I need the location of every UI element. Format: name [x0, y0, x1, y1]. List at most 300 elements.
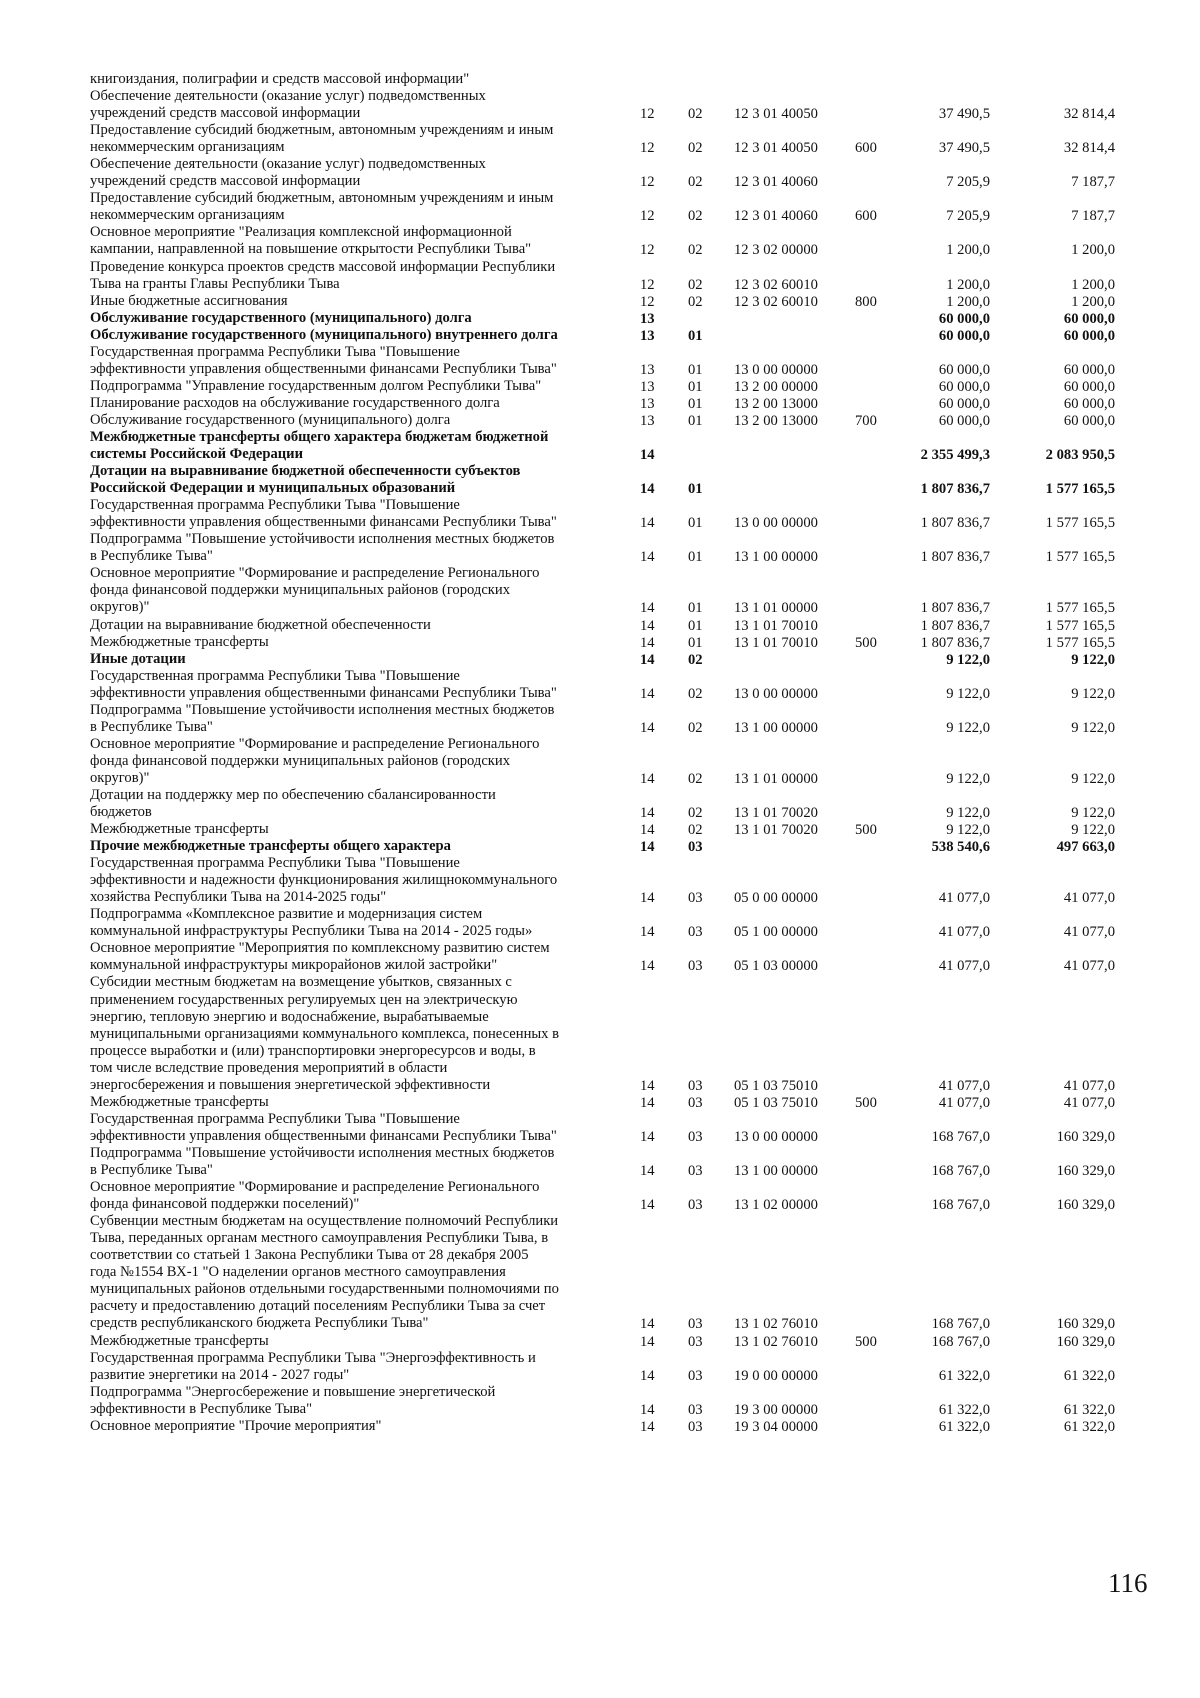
amount-year-1: 41 077,0 — [938, 958, 990, 975]
row-description — [90, 122, 620, 156]
table-row — [0, 1094, 1200, 1111]
target-article-code: 12 3 01 40050 — [734, 106, 818, 123]
row-description-line: Основное мероприятие "Мероприятия по комплексному развитию систем — [90, 940, 550, 957]
amount-year-2: 160 329,0 — [1056, 1163, 1115, 1180]
subsection-code: 01 — [688, 549, 703, 566]
subsection-code: 02 — [688, 770, 703, 787]
row-description — [90, 1111, 620, 1145]
subsection-code: 03 — [688, 1163, 703, 1180]
subsection-code: 03 — [688, 924, 703, 941]
section-code: 14 — [640, 1094, 655, 1111]
amount-year-1: 168 767,0 — [931, 1163, 990, 1180]
amount-year-1: 538 540,6 — [931, 839, 990, 856]
amount-year-2: 60 000,0 — [1063, 361, 1115, 378]
row-description — [90, 651, 620, 668]
amount-year-1: 41 077,0 — [938, 924, 990, 941]
target-article-code: 05 1 03 75010 — [734, 1094, 818, 1111]
subsection-code: 02 — [688, 242, 703, 259]
row-description — [90, 1145, 620, 1179]
row-description — [90, 974, 620, 1093]
section-code: 14 — [640, 549, 655, 566]
row-description — [90, 787, 620, 821]
amount-year-2: 1 200,0 — [1071, 293, 1115, 310]
row-description — [90, 412, 620, 429]
amount-year-1: 1 807 836,7 — [920, 634, 990, 651]
row-description-line: эффективности управления общественными финансами Республики Тыва" — [90, 360, 557, 377]
section-code: 14 — [640, 1333, 655, 1350]
subsection-code: 03 — [688, 1367, 703, 1384]
target-article-code: 13 0 00 00000 — [734, 1128, 818, 1145]
section-code: 14 — [640, 770, 655, 787]
table-row — [0, 651, 1200, 668]
subsection-code: 02 — [688, 174, 703, 191]
row-description-line: расчету и предоставлению дотаций поселениям Республики Тыва за счет — [90, 1298, 546, 1315]
section-code: 12 — [640, 293, 655, 310]
row-description — [90, 736, 620, 787]
section-code: 14 — [640, 481, 655, 498]
target-article-code: 13 1 01 00000 — [734, 600, 818, 617]
row-description-line: книгоиздания, полиграфии и средств массовой информации" — [90, 71, 470, 87]
amount-year-1: 1 200,0 — [946, 276, 990, 293]
amount-year-1: 37 490,5 — [938, 140, 990, 157]
subsection-code: 01 — [688, 361, 703, 378]
amount-year-2: 1 577 165,5 — [1045, 549, 1115, 566]
table-row — [0, 190, 1200, 224]
subsection-code: 02 — [688, 822, 703, 839]
row-description-line: Подпрограмма "Повышение устойчивости исполнения местных бюджетов — [90, 701, 555, 718]
target-article-code: 13 0 00 00000 — [734, 515, 818, 532]
row-description-line: некоммерческим организациям — [90, 207, 285, 224]
row-description-line: соответствии со статьей 1 Закона Республики Тыва от 28 декабря 2005 — [90, 1247, 529, 1264]
row-description-line: средств республиканского бюджета Республики Тыва" — [90, 1315, 429, 1332]
subsection-code: 03 — [688, 1077, 703, 1094]
table-row — [0, 259, 1200, 293]
section-code: 12 — [640, 208, 655, 225]
subsection-code: 01 — [688, 481, 703, 498]
page-number: 116 — [1108, 1568, 1148, 1598]
section-code: 14 — [640, 447, 655, 464]
amount-year-2: 60 000,0 — [1063, 378, 1115, 395]
section-code: 14 — [640, 1197, 655, 1214]
row-description-line: Прочие межбюджетные трансферты общего характера — [90, 838, 451, 855]
row-description-line: Обеспечение деятельности (оказание услуг) подведомственных — [90, 88, 486, 105]
row-description — [90, 702, 620, 736]
section-code: 14 — [640, 1316, 655, 1333]
row-description-line: Государственная программа Республики Тыва "Энергоэффективность и — [90, 1349, 536, 1366]
section-code: 14 — [640, 600, 655, 617]
row-description — [90, 1418, 620, 1435]
row-description-line: муниципальных районов отдельными государственными полномочиями по — [90, 1281, 559, 1298]
row-description — [90, 1179, 620, 1213]
row-description-line: Межбюджетные трансферты — [90, 821, 269, 838]
amount-year-1: 1 807 836,7 — [920, 481, 990, 498]
row-description-line: Обслуживание государственного (муниципального) внутреннего долга — [90, 326, 558, 343]
row-description — [90, 634, 620, 651]
row-description-line: учреждений средств массовой информации — [90, 105, 361, 122]
subsection-code: 03 — [688, 1401, 703, 1418]
row-description — [90, 395, 620, 412]
target-article-code: 05 1 03 75010 — [734, 1077, 818, 1094]
row-description-line: Государственная программа Республики Тыва "Повышение — [90, 667, 460, 684]
section-code: 14 — [640, 1367, 655, 1384]
target-article-code: 05 1 03 00000 — [734, 958, 818, 975]
row-description-line: коммунальной инфраструктуры микрорайонов жилой застройки" — [90, 957, 498, 974]
amount-year-1: 7 205,9 — [946, 208, 990, 225]
section-code: 14 — [640, 634, 655, 651]
section-code: 14 — [640, 839, 655, 856]
amount-year-1: 168 767,0 — [931, 1316, 990, 1333]
table-row — [0, 344, 1200, 378]
amount-year-1: 2 355 499,3 — [920, 447, 990, 464]
amount-year-2: 9 122,0 — [1071, 770, 1115, 787]
table-row — [0, 1145, 1200, 1179]
section-code: 14 — [640, 890, 655, 907]
amount-year-1: 1 200,0 — [946, 242, 990, 259]
row-description-line: энергосбережения и повышения энергетической эффективности — [90, 1076, 491, 1093]
amount-year-2: 9 122,0 — [1071, 685, 1115, 702]
amount-year-1: 41 077,0 — [938, 1077, 990, 1094]
target-article-code: 12 3 01 40060 — [734, 174, 818, 191]
row-description-line: Государственная программа Республики Тыва "Повышение — [90, 855, 460, 872]
subsection-code: 03 — [688, 1128, 703, 1145]
row-description-line: Тыва на гранты Главы Республики Тыва — [90, 275, 340, 292]
row-description — [90, 378, 620, 395]
section-code: 14 — [640, 822, 655, 839]
subsection-code: 02 — [688, 805, 703, 822]
subsection-code: 03 — [688, 958, 703, 975]
amount-year-2: 7 187,7 — [1071, 208, 1115, 225]
expense-type-code: 600 — [855, 208, 877, 225]
row-description — [90, 855, 620, 906]
amount-year-1: 60 000,0 — [938, 310, 990, 327]
row-description-line: Межбюджетные трансферты — [90, 633, 269, 650]
expense-type-code: 800 — [855, 293, 877, 310]
target-article-code: 13 2 00 00000 — [734, 378, 818, 395]
row-description — [90, 1350, 620, 1384]
table-row — [0, 310, 1200, 327]
subsection-code: 01 — [688, 515, 703, 532]
amount-year-1: 1 807 836,7 — [920, 600, 990, 617]
row-description-line: фонда финансовой поддержки муниципальных районов (городских — [90, 582, 511, 599]
row-description-line: Обслуживание государственного (муниципального) долга — [90, 411, 451, 428]
row-description — [90, 463, 620, 497]
row-description — [90, 327, 620, 344]
target-article-code: 12 3 02 60010 — [734, 293, 818, 310]
expense-type-code: 500 — [855, 1094, 877, 1111]
table-row — [0, 395, 1200, 412]
row-description-line: Основное мероприятие "Реализация комплексной информационной — [90, 224, 512, 241]
amount-year-1: 9 122,0 — [946, 719, 990, 736]
row-description-line: эффективности в Республике Тыва" — [90, 1400, 313, 1417]
row-description — [90, 190, 620, 224]
row-description-line: Межбюджетные трансферты — [90, 1093, 269, 1110]
target-article-code: 13 2 00 13000 — [734, 395, 818, 412]
subsection-code: 02 — [688, 106, 703, 123]
subsection-code: 02 — [688, 140, 703, 157]
row-description — [90, 224, 620, 258]
row-description — [90, 259, 620, 293]
target-article-code: 13 1 02 00000 — [734, 1197, 818, 1214]
amount-year-1: 60 000,0 — [938, 412, 990, 429]
table-row — [0, 565, 1200, 616]
table-row — [0, 1213, 1200, 1332]
amount-year-2: 160 329,0 — [1056, 1197, 1115, 1214]
table-row — [0, 531, 1200, 565]
section-code: 13 — [640, 361, 655, 378]
subsection-code: 02 — [688, 719, 703, 736]
subsection-code: 01 — [688, 395, 703, 412]
section-code: 12 — [640, 242, 655, 259]
row-description — [90, 906, 620, 940]
target-article-code: 13 2 00 13000 — [734, 412, 818, 429]
table-row — [0, 1111, 1200, 1145]
amount-year-1: 9 122,0 — [946, 822, 990, 839]
target-article-code: 19 3 00 00000 — [734, 1401, 818, 1418]
row-description-line: коммунальной инфраструктуры Республики Тыва на 2014 - 2025 годы» — [90, 923, 533, 940]
section-code: 14 — [640, 924, 655, 941]
section-code: 13 — [640, 378, 655, 395]
amount-year-1: 1 807 836,7 — [920, 515, 990, 532]
row-description-line: Подпрограмма "Повышение устойчивости исполнения местных бюджетов — [90, 531, 555, 548]
amount-year-2: 41 077,0 — [1063, 1077, 1115, 1094]
subsection-code: 02 — [688, 276, 703, 293]
subsection-code: 01 — [688, 378, 703, 395]
table-row — [0, 1179, 1200, 1213]
row-description-line: фонда финансовой поддержки муниципальных районов (городских — [90, 752, 511, 769]
amount-year-2: 60 000,0 — [1063, 327, 1115, 344]
section-code: 13 — [640, 412, 655, 429]
table-row — [0, 1418, 1200, 1435]
row-description — [90, 310, 620, 327]
amount-year-2: 9 122,0 — [1071, 805, 1115, 822]
amount-year-2: 160 329,0 — [1056, 1333, 1115, 1350]
amount-year-2: 9 122,0 — [1071, 719, 1115, 736]
target-article-code: 13 1 00 00000 — [734, 719, 818, 736]
table-row — [0, 617, 1200, 634]
row-description — [90, 940, 620, 974]
row-description-line: Субвенции местным бюджетам на осуществление полномочий Республики — [90, 1213, 559, 1230]
amount-year-1: 61 322,0 — [938, 1418, 990, 1435]
row-description-line: Субсидии местным бюджетам на возмещение убытков, связанных с — [90, 974, 512, 991]
row-description-line: эффективности управления общественными финансами Республики Тыва" — [90, 514, 557, 531]
table-row — [0, 668, 1200, 702]
row-description — [90, 429, 620, 463]
row-description-line: Подпрограмма "Повышение устойчивости исполнения местных бюджетов — [90, 1144, 555, 1161]
row-description-line: Проведение конкурса проектов средств массовой информации Республики — [90, 258, 556, 275]
section-code: 14 — [640, 1077, 655, 1094]
table-row — [0, 787, 1200, 821]
row-description-line: кампании, направленной на повышение открытости Республики Тыва" — [90, 241, 532, 258]
amount-year-1: 60 000,0 — [938, 378, 990, 395]
table-row — [0, 378, 1200, 395]
row-description — [90, 617, 620, 634]
table-row — [0, 429, 1200, 463]
row-description-line: бюджетов — [90, 804, 152, 821]
amount-year-2: 1 577 165,5 — [1045, 481, 1115, 498]
row-description-line: Иные дотации — [90, 650, 186, 667]
subsection-code: 03 — [688, 1197, 703, 1214]
subsection-code: 01 — [688, 600, 703, 617]
row-description-line: Планирование расходов на обслуживание государственного долга — [90, 394, 500, 411]
amount-year-1: 7 205,9 — [946, 174, 990, 191]
row-description-line: энергию, тепловую энергию и водоснабжение, вырабатываемые — [90, 1008, 489, 1025]
subsection-code: 01 — [688, 617, 703, 634]
section-code: 12 — [640, 106, 655, 123]
row-description-line: Государственная программа Республики Тыва "Повышение — [90, 497, 460, 514]
table-row — [0, 463, 1200, 497]
target-article-code: 13 0 00 00000 — [734, 361, 818, 378]
target-article-code: 19 0 00 00000 — [734, 1367, 818, 1384]
target-article-code: 13 1 01 70010 — [734, 617, 818, 634]
target-article-code: 13 0 00 00000 — [734, 685, 818, 702]
row-description-line: эффективности управления общественными финансами Республики Тыва" — [90, 684, 557, 701]
amount-year-2: 2 083 950,5 — [1045, 447, 1115, 464]
target-article-code: 12 3 02 60010 — [734, 276, 818, 293]
row-description — [90, 1213, 620, 1332]
row-description-line: в Республике Тыва" — [90, 718, 213, 735]
amount-year-1: 1 807 836,7 — [920, 617, 990, 634]
row-description-line: применением государственных регулируемых цен на электрическую — [90, 991, 518, 1008]
row-description — [90, 1384, 620, 1418]
section-code: 14 — [640, 1163, 655, 1180]
section-code: 14 — [640, 1401, 655, 1418]
amount-year-1: 168 767,0 — [931, 1128, 990, 1145]
row-description-line: в Республике Тыва" — [90, 548, 213, 565]
row-description-line: Дотации на выравнивание бюджетной обеспеченности — [90, 616, 431, 633]
amount-year-2: 41 077,0 — [1063, 958, 1115, 975]
amount-year-1: 60 000,0 — [938, 395, 990, 412]
row-description-line: Межбюджетные трансферты общего характера бюджетам бюджетной — [90, 428, 549, 445]
subsection-code: 02 — [688, 208, 703, 225]
row-description — [90, 1094, 620, 1111]
amount-year-2: 1 200,0 — [1071, 242, 1115, 259]
table-row — [0, 1384, 1200, 1418]
row-description-line: Основное мероприятие "Формирование и распределение Регионального — [90, 735, 540, 752]
row-description-line: Иные бюджетные ассигнования — [90, 292, 288, 309]
row-description-line: Государственная программа Республики Тыва "Повышение — [90, 1110, 460, 1127]
table-row — [0, 838, 1200, 855]
amount-year-2: 497 663,0 — [1056, 839, 1115, 856]
row-description-line: в Республике Тыва" — [90, 1162, 213, 1179]
row-description-line: учреждений средств массовой информации — [90, 173, 361, 190]
amount-year-2: 41 077,0 — [1063, 890, 1115, 907]
target-article-code: 12 3 02 00000 — [734, 242, 818, 259]
subsection-code: 03 — [688, 1316, 703, 1333]
subsection-code: 03 — [688, 1094, 703, 1111]
amount-year-2: 60 000,0 — [1063, 310, 1115, 327]
amount-year-1: 60 000,0 — [938, 327, 990, 344]
table-row — [0, 71, 1200, 88]
amount-year-1: 41 077,0 — [938, 890, 990, 907]
table-row — [0, 821, 1200, 838]
subsection-code: 02 — [688, 293, 703, 310]
section-code: 14 — [640, 719, 655, 736]
target-article-code: 05 1 00 00000 — [734, 924, 818, 941]
amount-year-1: 168 767,0 — [931, 1333, 990, 1350]
row-description-line: Дотации на выравнивание бюджетной обеспеченности субъектов — [90, 463, 521, 480]
target-article-code: 13 1 01 00000 — [734, 770, 818, 787]
amount-year-2: 1 577 165,5 — [1045, 617, 1115, 634]
amount-year-1: 41 077,0 — [938, 1094, 990, 1111]
table-row — [0, 855, 1200, 906]
amount-year-1: 1 200,0 — [946, 293, 990, 310]
table-row — [0, 940, 1200, 974]
row-description-line: Российской Федерации и муниципальных образований — [90, 480, 456, 497]
row-description-line: округов)" — [90, 599, 150, 616]
amount-year-2: 9 122,0 — [1071, 822, 1115, 839]
target-article-code: 13 1 02 76010 — [734, 1333, 818, 1350]
table-row — [0, 702, 1200, 736]
row-description-line: развитие энергетики на 2014 - 2027 годы" — [90, 1366, 350, 1383]
target-article-code: 13 1 00 00000 — [734, 549, 818, 566]
subsection-code: 03 — [688, 1333, 703, 1350]
expense-type-code: 500 — [855, 822, 877, 839]
amount-year-1: 9 122,0 — [946, 651, 990, 668]
target-article-code: 13 1 01 70020 — [734, 805, 818, 822]
section-code: 14 — [640, 1418, 655, 1435]
amount-year-1: 168 767,0 — [931, 1197, 990, 1214]
amount-year-1: 9 122,0 — [946, 805, 990, 822]
table-row — [0, 412, 1200, 429]
target-article-code: 19 3 04 00000 — [734, 1418, 818, 1435]
row-description-line: Основное мероприятие "Формирование и распределение Регионального — [90, 565, 540, 582]
row-description — [90, 565, 620, 616]
section-code: 13 — [640, 310, 655, 327]
section-code: 14 — [640, 685, 655, 702]
row-description — [90, 71, 620, 88]
subsection-code: 01 — [688, 412, 703, 429]
amount-year-2: 1 200,0 — [1071, 276, 1115, 293]
table-row — [0, 1350, 1200, 1384]
row-description-line: эффективности управления общественными финансами Республики Тыва" — [90, 1127, 557, 1144]
amount-year-1: 9 122,0 — [946, 770, 990, 787]
section-code: 14 — [640, 1128, 655, 1145]
row-description — [90, 531, 620, 565]
table-row — [0, 497, 1200, 531]
table-row — [0, 224, 1200, 258]
target-article-code: 12 3 01 40060 — [734, 208, 818, 225]
amount-year-2: 1 577 165,5 — [1045, 634, 1115, 651]
amount-year-1: 9 122,0 — [946, 685, 990, 702]
amount-year-2: 60 000,0 — [1063, 412, 1115, 429]
section-code: 13 — [640, 395, 655, 412]
target-article-code: 13 1 01 70020 — [734, 822, 818, 839]
target-article-code: 12 3 01 40050 — [734, 140, 818, 157]
table-row — [0, 1333, 1200, 1350]
row-description — [90, 497, 620, 531]
row-description-line: хозяйства Республики Тыва на 2014-2025 годы" — [90, 889, 387, 906]
expense-type-code: 700 — [855, 412, 877, 429]
row-description-line: Подпрограмма «Комплексное развитие и модернизация систем — [90, 906, 483, 923]
amount-year-2: 61 322,0 — [1063, 1418, 1115, 1435]
row-description-line: Подпрограмма "Энергосбережение и повышение энергетической — [90, 1383, 496, 1400]
row-description-line: процессе выработки и (или) транспортировки энергоресурсов и воды, в — [90, 1042, 536, 1059]
amount-year-2: 32 814,4 — [1063, 140, 1115, 157]
row-description-line: Основное мероприятие "Прочие мероприятия" — [90, 1417, 382, 1434]
amount-year-2: 9 122,0 — [1071, 651, 1115, 668]
table-row — [0, 88, 1200, 122]
row-description-line: Обеспечение деятельности (оказание услуг) подведомственных — [90, 156, 486, 173]
row-description-line: некоммерческим организациям — [90, 139, 285, 156]
table-row — [0, 327, 1200, 344]
section-code: 14 — [640, 651, 655, 668]
row-description — [90, 88, 620, 122]
row-description-line: округов)" — [90, 769, 150, 786]
row-description — [90, 1333, 620, 1350]
subsection-code: 01 — [688, 327, 703, 344]
section-code: 14 — [640, 617, 655, 634]
budget-table — [0, 71, 1200, 1435]
